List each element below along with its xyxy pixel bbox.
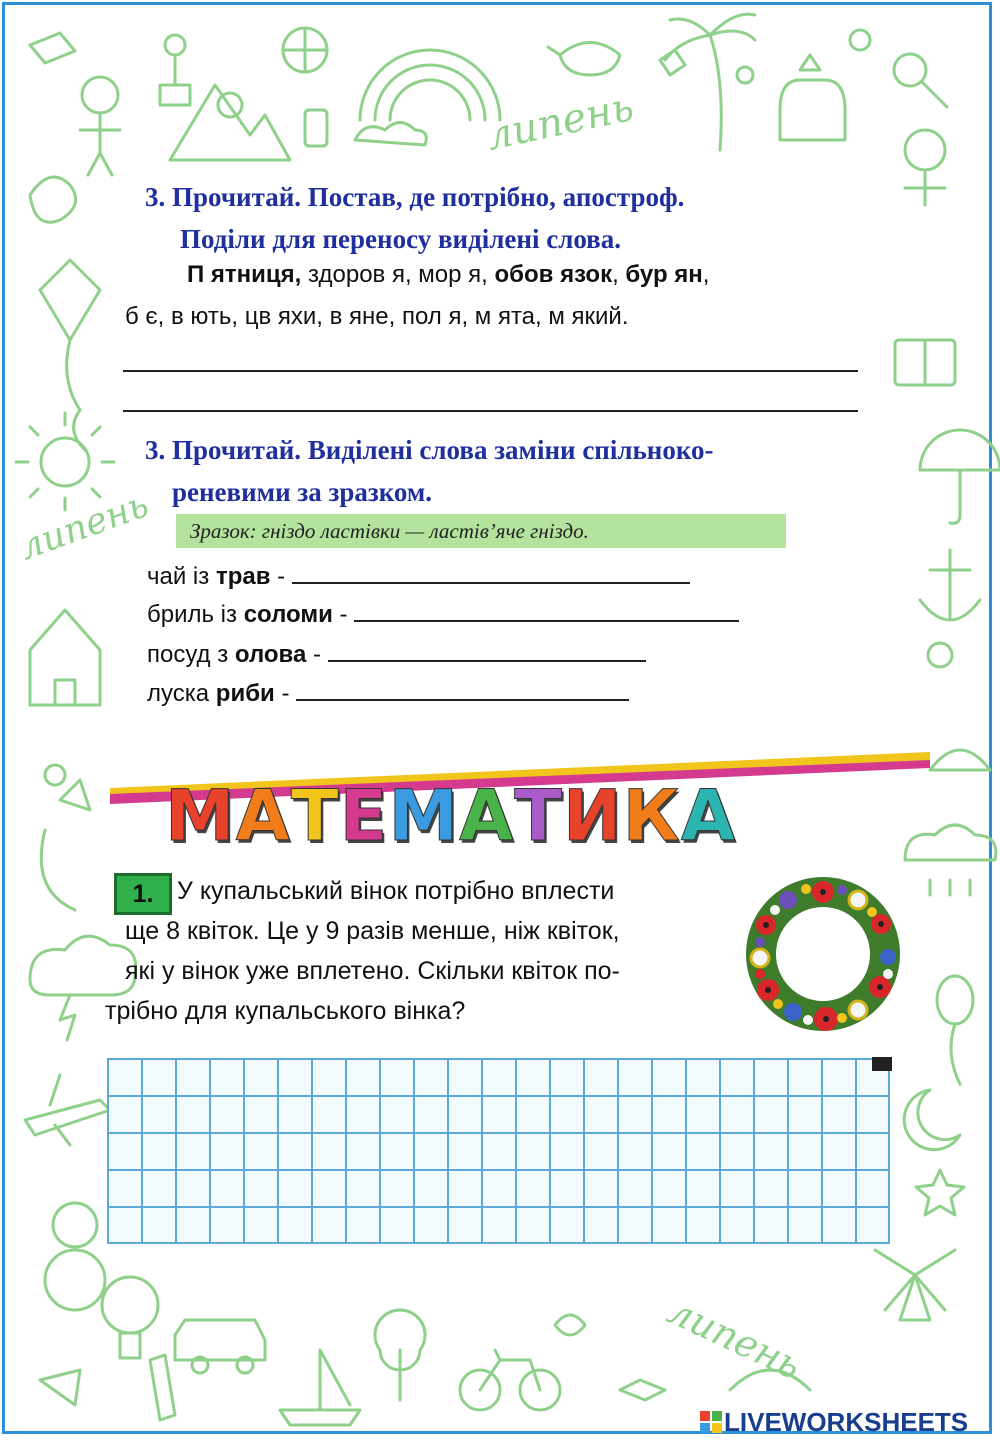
snowman-doodle-icon	[53, 1203, 97, 1247]
math-title-letter-10: А	[680, 775, 737, 857]
liveworksheets-logo-icon	[700, 1411, 722, 1433]
root-row-3	[147, 638, 646, 670]
math-title-letter-1: М	[165, 775, 236, 857]
cat-doodle-icon	[780, 55, 845, 140]
rainbow-doodle-icon	[360, 50, 500, 120]
rocket-doodle-icon	[41, 780, 90, 910]
task-line-3: які у вінок уже вплетено. Скільки квіток по-	[125, 957, 620, 985]
sailboat-doodle-icon	[280, 1350, 360, 1425]
root-row-1-suffix: -	[270, 563, 292, 590]
math-title-letter-9: К	[622, 775, 681, 857]
girl-face-doodle-icon	[905, 130, 945, 170]
apostrophe-word-segment-2: обов язок	[494, 261, 613, 288]
turtle-doodle-icon	[548, 43, 620, 76]
task-line-2: ще 8 квіток. Це у 9 разів менше, ніж квіток,	[125, 917, 620, 945]
balloon-doodle-icon	[102, 1277, 158, 1333]
anchor-doodle-icon	[920, 550, 980, 620]
math-title-letter-7: Т	[514, 775, 564, 857]
root-row-4-word: риби	[215, 680, 275, 707]
mountains-doodle-icon	[170, 85, 290, 160]
month-word-left: липень	[14, 484, 154, 569]
root-row-2-prefix: бриль із	[147, 601, 244, 628]
paper-plane-doodle-icon	[40, 1355, 175, 1420]
apostrophe-word-segment-0: П ятниця,	[187, 261, 302, 288]
root-words-heading-line1: 3. Прочитай. Виділені слова заміни спільноко-	[145, 435, 714, 465]
apostrophe-heading-line2: Поділи для переносу виділені слова.	[180, 224, 622, 254]
task-number-badge: 1.	[114, 873, 172, 915]
answer-grid[interactable]	[107, 1058, 890, 1244]
sun-doodle-icon	[41, 438, 89, 486]
kite-doodle-icon	[40, 260, 100, 450]
root-row-3-word: олова	[234, 641, 307, 668]
math-title-letter-6: А	[459, 775, 515, 857]
root-row-4	[147, 677, 629, 709]
apostrophe-words-line2: б є, в ють, цв яхи, в яне, пол я, м ята, м який.	[125, 303, 629, 330]
apostrophe-word-segment-4: бур ян	[625, 261, 703, 288]
apostrophe-word-segment-5: ,	[702, 261, 710, 288]
root-row-2-suffix: -	[332, 601, 355, 628]
month-word-bottom: липень	[661, 1288, 808, 1388]
math-title-letter-4: Е	[339, 775, 389, 857]
root-row-2	[147, 598, 739, 630]
root-row-2-word: соломи	[243, 601, 333, 628]
apostrophe-word-segment-3: ,	[612, 261, 626, 288]
root-row-2-answer[interactable]	[354, 598, 739, 622]
tree-doodle-icon	[375, 1310, 425, 1400]
root-row-4-prefix: луска	[147, 680, 216, 707]
root-words-heading-line2: реневими за зразком.	[172, 477, 433, 507]
apostrophe-words-line1	[187, 260, 709, 290]
apostrophe-word-segment-1: здоров я, мор я,	[301, 261, 495, 288]
math-title-letter-3: Т	[290, 775, 340, 857]
star-doodle-icon	[916, 1170, 964, 1215]
airplane-doodle-icon	[25, 1075, 110, 1145]
moon-doodle-icon	[904, 1090, 960, 1150]
car-doodle-icon	[30, 33, 75, 63]
flower-wreath-image	[738, 862, 908, 1062]
root-row-1-word: трав	[215, 563, 271, 590]
month-word-top: липень	[482, 83, 638, 160]
root-row-3-answer[interactable]	[328, 638, 646, 662]
windmill-doodle-icon	[875, 1250, 955, 1320]
bus-doodle-icon	[175, 1320, 265, 1360]
flowerpot-doodle-icon	[160, 35, 190, 105]
liveworksheets-logo	[700, 1407, 968, 1437]
liveworksheets-brand-text: LIVEWORKSHEETS	[724, 1407, 969, 1437]
house-doodle-icon	[30, 610, 100, 705]
math-title-letter-5: М	[388, 775, 460, 857]
root-row-1	[147, 560, 690, 592]
candy-doodle-icon	[620, 1380, 665, 1400]
math-title-letter-8: И	[563, 775, 623, 857]
root-row-3-prefix: посуд з	[147, 641, 235, 668]
shell-doodle-icon	[930, 750, 990, 770]
apostrophe-heading-line1: 3. Прочитай. Постав, де потрібно, апостроф.	[145, 182, 685, 212]
grid-corner-mark	[872, 1057, 892, 1071]
crab-doodle-icon	[555, 1315, 585, 1335]
bird-doodle-icon	[30, 177, 76, 222]
flower-doodle-icon	[850, 30, 870, 50]
root-row-4-answer[interactable]	[296, 677, 629, 701]
kid-face-doodle-icon	[82, 77, 118, 113]
answer-line-2[interactable]	[123, 410, 858, 412]
task-line-1: У купальський вінок потрібно вплести	[177, 877, 615, 905]
root-row-3-suffix: -	[306, 641, 328, 668]
task-line-4: трібно для купальського вінка?	[105, 997, 466, 1025]
root-row-1-answer[interactable]	[292, 560, 690, 584]
math-banner-title	[165, 776, 736, 856]
answer-line-1[interactable]	[123, 370, 858, 372]
root-row-4-suffix: -	[274, 680, 297, 707]
root-row-1-prefix: чай із	[147, 563, 216, 590]
balloon-right-doodle-icon	[937, 976, 973, 1024]
math-title-letter-2: А	[235, 775, 291, 857]
umbrella-doodle-icon	[920, 430, 1000, 523]
rain-cloud-doodle-icon	[905, 825, 996, 860]
phone-doodle-icon	[305, 110, 327, 146]
sample-box: Зразок: гніздо ластівки — ластів’яче гніздо.	[176, 514, 786, 548]
